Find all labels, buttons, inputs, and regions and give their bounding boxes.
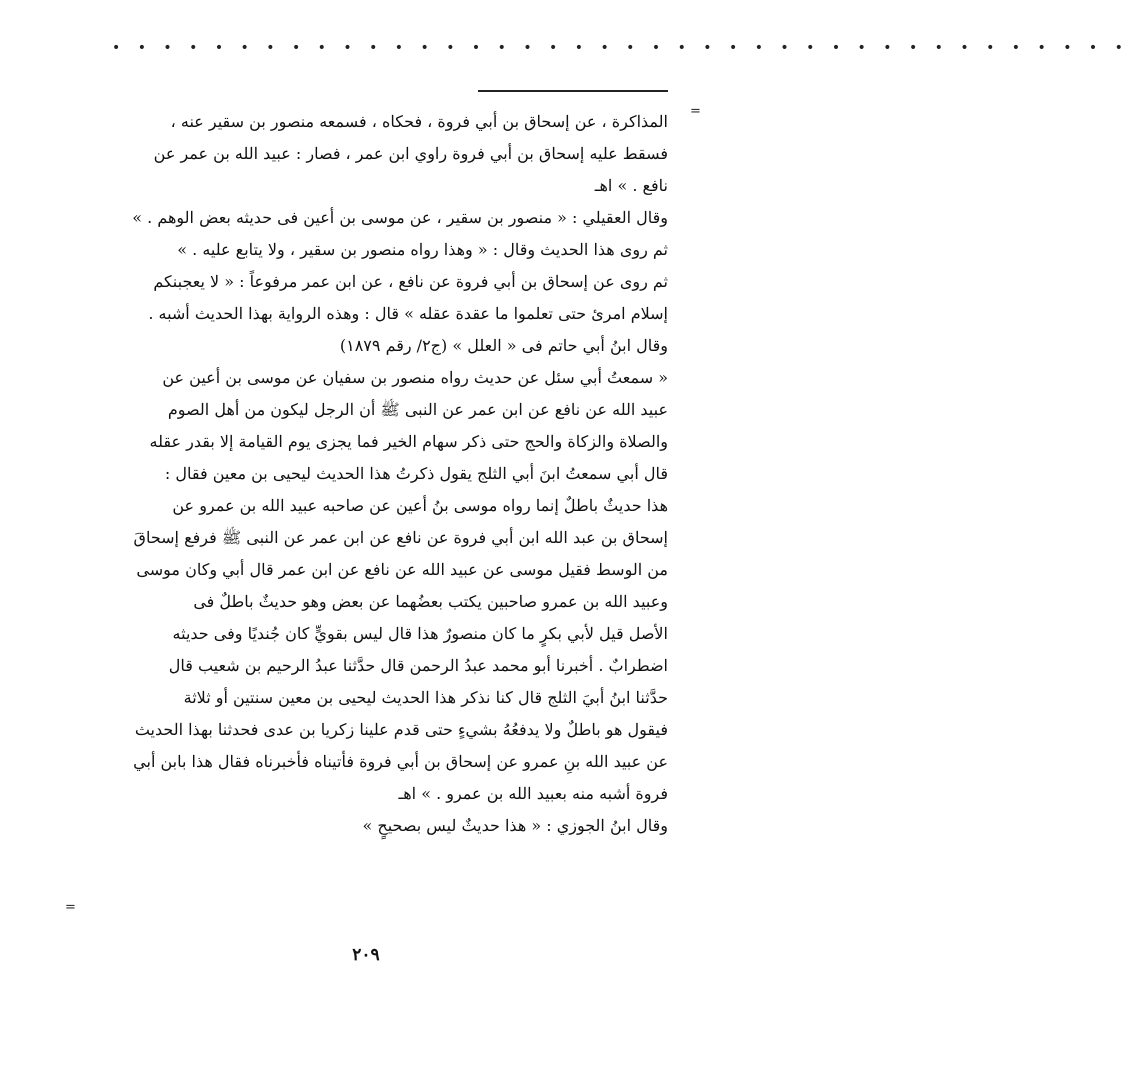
text-line: اضطرابٌ . أخبرنا أبو محمد عبدُ الرحمن قال حدَّثنا عبدُ الرحيم بن شعيب قال xyxy=(168,656,668,675)
margin-mark-top: = xyxy=(690,104,701,119)
text-line: « سمعتُ أبي سئل عن حديث رواه منصور بن سفيان عن موسى بن أعين عن xyxy=(162,368,668,387)
text-line: والصلاة والزكاة والحج حتى ذكر سهام الخير فما يجزى يوم القيامة إلا بقدر عقله xyxy=(149,432,668,451)
text-line: وقال ابنُ الجوزي : « هذا حديثٌ ليس بصحيحٍ » xyxy=(362,816,668,835)
header-dotted-rule: • • • • • • • • • • • • • • • • • • • • • • • • • • • • • • • • • • • • • • • • xyxy=(112,40,1129,56)
text-line: حدَّثنا ابنُ أبيَ الثلج قال كنا نذكر هذا الحديث ليحيى بن معين سنتين أو ثلاثة xyxy=(183,688,668,707)
text-line: قال أبي سمعتُ ابنَ أبي الثلج يقول ذكرتُ هذا الحديث ليحيى بن معين فقال : xyxy=(164,464,668,483)
text-line: فيقول هو باطلٌ ولا يدفعُهُ بشيءٍ حتى قدم علينا زكريا بن عدى فحدثنا بهذا الحديث xyxy=(134,720,668,739)
text-line: إسلام امرئ حتى تعلموا ما عقدة عقله » قال : وهذه الرواية بهذا الحديث أشبه . xyxy=(148,304,668,323)
text-line: ثم روى هذا الحديث وقال : « وهذا رواه منصور بن سقير ، ولا يتابع عليه . » xyxy=(177,240,668,259)
text-line: نافع . » اهـ xyxy=(594,176,668,195)
text-line: الأصل قيل لأبي بكرٍ ما كان منصورٌ هذا قال ليس بقويٍّ كان جُنديًا وفى حديثه xyxy=(172,624,668,643)
text-line: ثم روى عن إسحاق بن أبي فروة عن نافع ، عن ابن عمر مرفوعاً : « لا يعجبنكم xyxy=(153,272,668,291)
text-line: من الوسط فقيل موسى عن عبيد الله عن نافع عن ابن عمر قال أبي وكان موسى xyxy=(136,560,668,579)
text-line: عن عبيد الله بنِ عمرو عن إسحاق بن أبي فروة فأتيناه فأخبرناه فقال هذا بابن أبي xyxy=(133,752,668,771)
text-line: المذاكرة ، عن إسحاق بن أبي فروة ، فحكاه ، فسمعه منصور بن سقير عنه ، xyxy=(170,112,668,131)
text-line: وقال العقيلي : « منصور بن سقير ، عن موسى بن أعين فى حديثه بعض الوهم . » xyxy=(132,208,668,227)
body-text xyxy=(108,100,668,842)
text-line: هذا حديثٌ باطلٌ إنما رواه موسى بنُ أعين عن صاحبه عبيد الله بن عمرو عن xyxy=(172,496,668,515)
text-line: إسحاق بن عبد الله ابن أبي فروة عن نافع عن ابن عمر عن النبى ﷺ فرفع إسحاقَ xyxy=(133,528,668,547)
text-line: عبيد الله عن نافع عن ابن عمر عن النبى ﷺ أن الرجل ليكون من أهل الصوم xyxy=(167,400,668,419)
header-rule xyxy=(478,90,668,92)
page-number: ٢٠٩ xyxy=(352,945,380,965)
text-line: فروة أشبه منه بعبيد الله بن عمرو . » اهـ xyxy=(398,784,668,803)
text-line: وعبيد الله بن عمرو صاحبين يكتب بعضُهما عن بعض وهو حديثٌ باطلٌ فى xyxy=(193,592,668,611)
margin-mark-bottom: = xyxy=(65,900,76,915)
text-line: وقال ابنُ أبي حاتم فى « العلل » (ج٢/ رقم ١٨٧٩) xyxy=(339,336,668,355)
text-line: فسقط عليه إسحاق بن أبي فروة راوي ابن عمر ، فصار : عبيد الله بن عمر عن xyxy=(153,144,668,163)
